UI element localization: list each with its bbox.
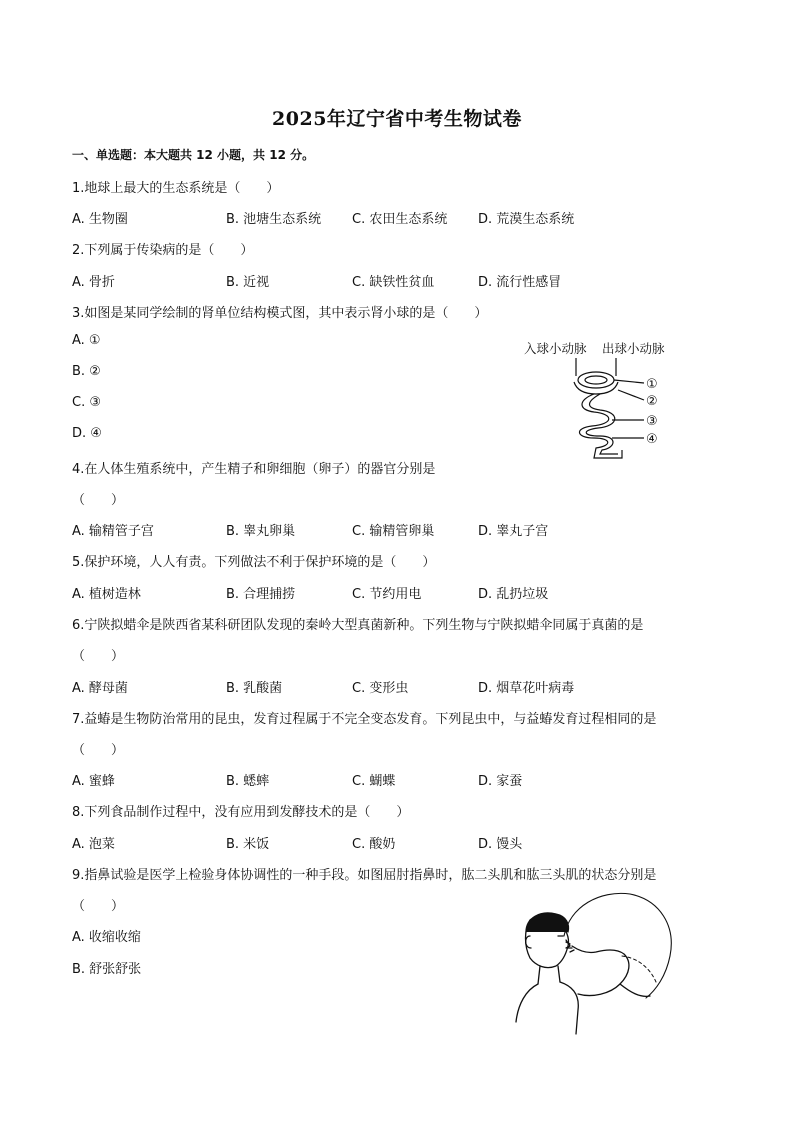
option-a: A. 骨折 (72, 275, 115, 290)
marker-1: ① (646, 377, 658, 392)
person-finger-to-nose-illustration (500, 886, 680, 1042)
option-b: B. 睾丸卵巢 (226, 524, 296, 539)
option-b: B. 池塘生态系统 (226, 212, 322, 227)
option-b: B. 乳酸菌 (226, 681, 283, 696)
question-stem-blank: （ ） (72, 899, 125, 914)
option-c: C. 节约用电 (352, 587, 422, 602)
option-b: B. 合理捕捞 (226, 587, 296, 602)
question-stem: 1.地球上最大的生态系统是（ ） (72, 181, 280, 196)
option-b: B. 近视 (226, 275, 270, 290)
option-d: D. 烟草花叶病毒 (478, 681, 575, 696)
option-a: A. 生物圈 (72, 212, 128, 227)
option-c: C. 蝴蝶 (352, 774, 396, 789)
question-stem-blank: （ ） (72, 493, 125, 508)
label-afferent-arteriole: 入球小动脉 (524, 341, 587, 356)
question-stem: 2.下列属于传染病的是（ ） (72, 243, 254, 258)
option-c: C. 输精管卵巢 (352, 524, 435, 539)
question-stem: 3.如图是某同学绘制的肾单位结构模式图，其中表示肾小球的是（ ） (72, 306, 488, 321)
option-a: A. 植树造林 (72, 587, 141, 602)
option-a: A. ① (72, 333, 101, 348)
question-stem: 9.指鼻试验是医学上检验身体协调性的一种手段。如图屈肘指鼻时，肱二头肌和肱三头肌的状态分别是 (72, 868, 657, 883)
option-b: B. ② (72, 364, 101, 379)
option-a: A. 输精管子宫 (72, 524, 154, 539)
label-efferent-arteriole: 出球小动脉 (602, 341, 665, 356)
option-d: D. ④ (72, 426, 102, 441)
marker-3: ③ (646, 414, 658, 429)
option-d: D. 荒漠生态系统 (478, 212, 575, 227)
question-stem: 6.宁陕拟蜡伞是陕西省某科研团队发现的秦岭大型真菌新种。下列生物与宁陕拟蜡伞同属于真菌的是 (72, 618, 644, 633)
option-a: A. 泡菜 (72, 837, 115, 852)
arm (572, 946, 629, 996)
question-stem: 8.下列食品制作过程中，没有应用到发酵技术的是（ ） (72, 805, 410, 820)
option-d: D. 乱扔垃圾 (478, 587, 549, 602)
section-heading: 一、单选题：本大题共 12 小题，共 12 分。 (72, 148, 315, 162)
question-stem-blank: （ ） (72, 743, 125, 758)
motion-arc (564, 893, 671, 998)
question-stem-blank: （ ） (72, 649, 125, 664)
marker-4: ④ (646, 432, 658, 447)
renal-tubule (579, 394, 622, 458)
marker-2: ② (646, 394, 658, 409)
nephron-diagram (520, 338, 680, 466)
option-d: D. 流行性感冒 (478, 275, 562, 290)
option-c: C. 变形虫 (352, 681, 409, 696)
option-d: D. 家蚕 (478, 774, 523, 789)
option-a: A. 收缩收缩 (72, 930, 141, 945)
option-a: A. 蜜蜂 (72, 774, 115, 789)
option-c: C. ③ (72, 395, 101, 410)
question-stem: 5.保护环境，人人有责。下列做法不利于保护环境的是（ ） (72, 555, 436, 570)
option-b: B. 蟋蟀 (226, 774, 270, 789)
option-c: C. 缺铁性贫血 (352, 275, 435, 290)
option-d: D. 睾丸子宫 (478, 524, 549, 539)
option-d: D. 馒头 (478, 837, 523, 852)
glomerulus (578, 372, 614, 388)
page-title: 2025年辽宁省中考生物试卷 (272, 108, 522, 130)
option-a: A. 酵母菌 (72, 681, 128, 696)
option-c: C. 酸奶 (352, 837, 396, 852)
option-b: B. 舒张舒张 (72, 962, 142, 977)
question-stem: 7.益蝽是生物防治常用的昆虫，发育过程属于不完全变态发育。下列昆虫中，与益蝽发育过程相同的是 (72, 712, 657, 727)
torso (516, 982, 578, 1034)
option-c: C. 农田生态系统 (352, 212, 448, 227)
option-b: B. 米饭 (226, 837, 270, 852)
question-stem: 4.在人体生殖系统中，产生精子和卵细胞（卵子）的器官分别是 (72, 462, 436, 477)
